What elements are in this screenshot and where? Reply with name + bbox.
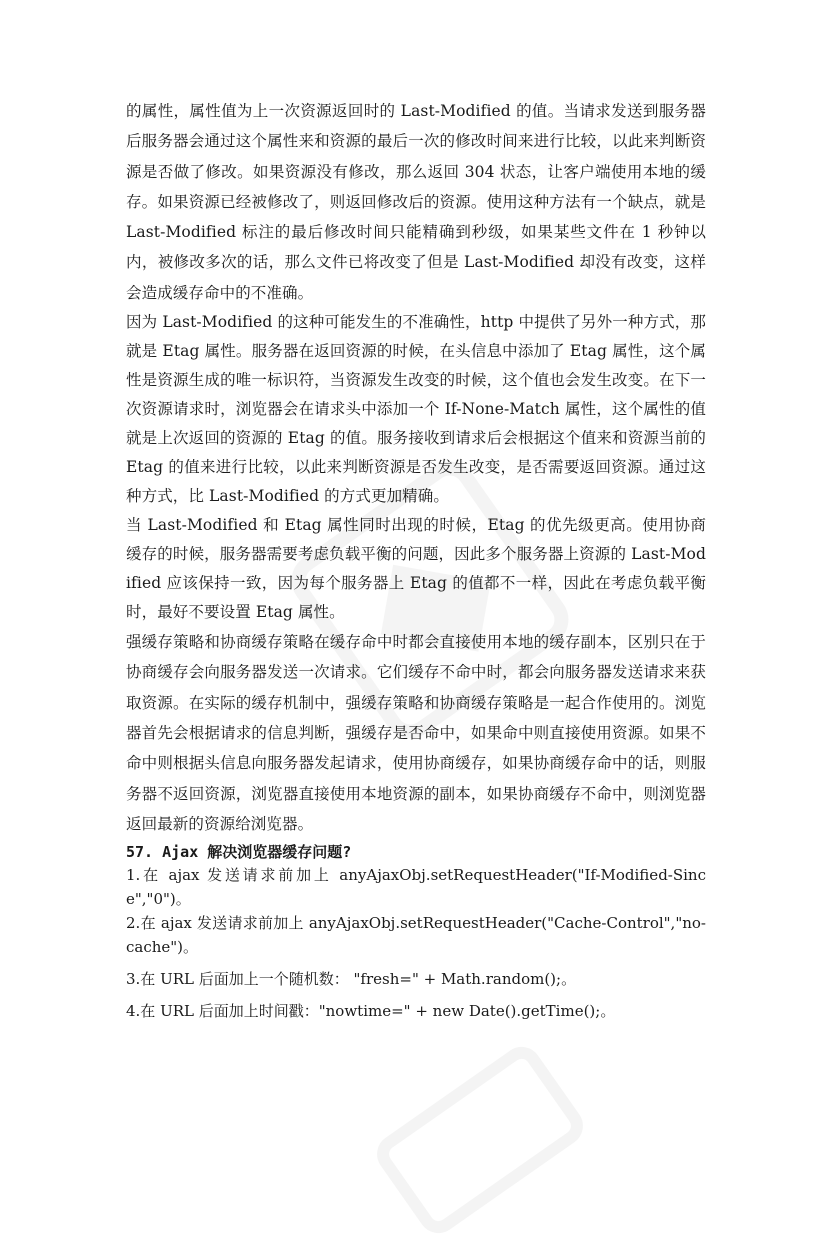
document-page [126,96,706,1023]
paragraph-strategy-summary: 强缓存策略和协商缓存策略在缓存命中时都会直接使用本地的缓存副本，区别只在于协商缓存会向服务器发送一次请求。它们缓存不命中时，都会向服务器发送请求来获取资源。在实际的缓存机制中，强缓存策略和协商缓存策略是一起合作使用的。浏览器首先会根据请求的信息判断，强缓存是否命中，如果命中则直接使用资源。如果不命中则根据头信息向服务器发起请求，使用协商缓存，如果协商缓存命中的话，则服务器不返回资源，浏览器直接使用本地资源的副本，如果协商缓存不命中，则浏览器返回最新的资源给浏览器。 [126,633,706,833]
solution-item-3: 3.在 URL 后面加上一个随机数： "fresh=" + Math.random();。 [126,970,577,989]
watermark-logo-bottom [364,1033,597,1246]
watermark-shape-bottom [364,1033,597,1246]
paragraph-etag: 因为 Last-Modified 的这种可能发生的不准确性，http 中提供了另外一种方式，那就是 Etag 属性。服务器在返回资源的时候，在头信息中添加了 Etag 属性，这个属性是资源生成的唯一标识符，当资源发生改变的时候，这个值也会发生改变。在下一次资源请求时，浏览器会在请求头中添加一个 If-None-Match 属性，这个属性的值就是上次返回的资源的 Etag 的值。服务接收到请求后会根据这个值来和资源当前的 Etag 的值来进行比较，以此来判断资源是否发生改变，是否需要返回资源。通过这种方式，比 Last-Modified 的方式更加精确。 [126,313,706,506]
solution-item-1: 1.在 ajax 发送请求前加上 anyAjaxObj.setRequestHeader("If-Modified-Since","0")。 [126,866,706,909]
paragraph-last-modified: 的属性，属性值为上一次资源返回时的 Last-Modified 的值。当请求发送到服务器后服务器会通过这个属性来和资源的最后一次的修改时间来进行比较，以此来判断资源是否做了修改。如果资源没有修改，那么返回 304 状态，让客户端使用本地的缓存。如果资源已经被修改了，则返回修改后的资源。使用这种方法有一个缺点，就是 Last-Modified 标注的最后修改时间只能精确到秒级，如果某些文件在 1 秒钟以内，被修改多次的话，那么文件已将改变了但是 Last-Modified 却没有改变，这样会造成缓存命中的不准确。 [126,102,706,302]
question-heading: 57. Ajax 解决浏览器缓存问题? [126,843,352,862]
solution-item-2: 2.在 ajax 发送请求前加上 anyAjaxObj.setRequestHeader("Cache-Control","no-cache")。 [126,914,706,957]
paragraph-priority: 当 Last-Modified 和 Etag 属性同时出现的时候，Etag 的优先级更高。使用协商缓存的时候，服务器需要考虑负载平衡的问题，因此多个服务器上资源的 Last-Modified 应该保持一致，因为每个服务器上 Etag 的值都不一样，因此在考虑负载平衡时，最好不要设置 Etag 属性。 [126,516,706,622]
solution-item-4: 4.在 URL 后面加上时间戳："nowtime=" + new Date().getTime();。 [126,1002,616,1021]
